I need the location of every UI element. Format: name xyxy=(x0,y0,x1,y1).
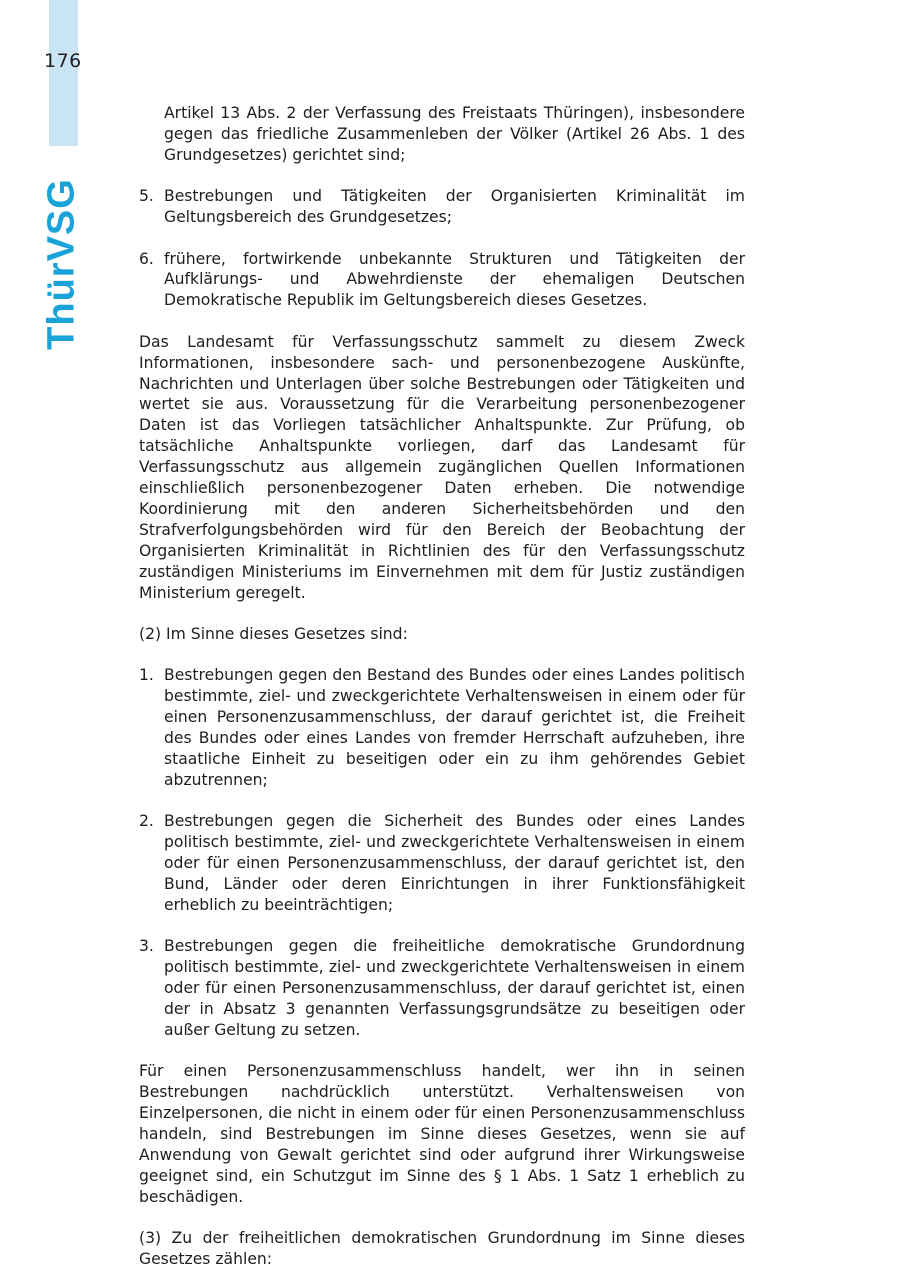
list-item-text: Bestrebungen gegen den Bestand des Bundes oder eines Landes politisch bestimmte, ziel- und zweckgerichtete Verhaltensweisen in einem oder für einen Personenzusammenschluss, der darauf gerichtet ist, die Freiheit des Bundes oder eines Landes von fremder Herrschaft aufzuheben, ihre staatliche Einheit zu beseitigen oder ein zu ihm gehörendes Gebiet abzutrennen; xyxy=(164,666,745,789)
paragraph-personenzusammenschluss: Für einen Personenzusammenschluss handelt, wer ihn in seinen Bestrebungen nachdrücklich unterstützt. Verhaltensweisen von Einzelpersonen, die nicht in einem oder für einen Personenzusammenschluss handeln, sind Bestrebungen im Sinne dieses Gesetzes, wenn sie auf Anwendung von Gewalt gerichtet sind oder aufgrund ihrer Wirkungsweise geeignet sind, ein Schutzgut im Sinne des § 1 Abs. 1 Satz 1 erheblich zu beschädigen. xyxy=(139,1062,745,1206)
list-item-number: 5. xyxy=(139,187,154,206)
definition-item-3 xyxy=(139,936,745,1041)
section-3-heading: (3) Zu der freiheitlichen demokratischen Grundordnung im Sinne dieses Gesetzes zählen: xyxy=(139,1229,745,1269)
side-title: ThürVSG xyxy=(40,178,83,350)
list-item-text: Bestrebungen und Tätigkeiten der Organisierten Kriminalität im Geltungsbereich des Grundgesetzes; xyxy=(164,187,745,227)
list-item-number: 3. xyxy=(139,937,154,956)
list-item-5 xyxy=(139,186,745,228)
definition-item-1 xyxy=(139,665,745,790)
list-item-text: frühere, fortwirkende unbekannte Strukturen und Tätigkeiten der Aufklärungs- und Abwehrdienste der ehemaligen Deutschen Demokratische Republik im Geltungsbereich dieses Gesetzes. xyxy=(164,249,745,310)
list-item-number: 1. xyxy=(139,666,154,685)
page-number: 176 xyxy=(44,50,82,72)
intro-continuation: Artikel 13 Abs. 2 der Verfassung des Freistaats Thüringen), insbesondere gegen das friedliche Zusammenleben der Völker (Artikel 26 Abs. 1 des Grundgesetzes) gerichtet sind; xyxy=(164,104,745,164)
section-2-heading: (2) Im Sinne dieses Gesetzes sind: xyxy=(139,625,408,644)
side-tab-marker xyxy=(49,0,78,146)
list-item-number: 6. xyxy=(139,249,154,268)
paragraph-collection: Das Landesamt für Verfassungsschutz sammelt zu diesem Zweck Informationen, insbesondere sach- und personenbezogene Auskünfte, Nachrichten und Unterlagen über solche Bestrebungen oder Tätigkeiten und wertet sie aus. Voraussetzung für die Verarbeitung personenbezogener Daten ist das Vorliegen tatsächlicher Anhaltspunkte. Zur Prüfung, ob tatsächliche Anhaltspunkte vorliegen, darf das Landesamt für Verfassungsschutz aus allgemein zugänglichen Quellen Informationen einschließlich personenbezogener Daten erheben. Die notwendige Koordinierung mit den anderen Sicherheitsbehörden und den Strafverfolgungsbehörden wird für den Bereich der Beobachtung der Organisierten Kriminalität in Richtlinien des für den Verfassungsschutz zuständigen Ministeriums im Einvernehmen mit dem für Justiz zuständigen Ministerium geregelt. xyxy=(139,332,745,602)
list-item-text: Bestrebungen gegen die Sicherheit des Bundes oder eines Landes politisch bestimmte, ziel- und zweckgerichtete Verhaltensweisen in einem oder für einen Personenzusammenschluss, der darauf gerichtet ist, den Bund, Länder oder deren Einrichtungen in ihrer Funktionsfähigkeit erheblich zu beeinträchtigen; xyxy=(164,812,745,914)
list-item-number: 2. xyxy=(139,812,154,831)
list-item-text: Bestrebungen gegen die freiheitliche demokratische Grundordnung politisch bestimmte, ziel- und zweckgerichtete Verhaltensweisen in einem oder für einen Personenzusammenschluss, der darauf gerichtet ist, einen der in Absatz 3 genannten Verfassungsgrundsätze zu beseitigen oder außer Geltung zu setzen. xyxy=(164,937,745,1040)
list-item-6 xyxy=(139,249,745,312)
page-content xyxy=(139,103,745,1270)
definition-item-2 xyxy=(139,811,745,916)
